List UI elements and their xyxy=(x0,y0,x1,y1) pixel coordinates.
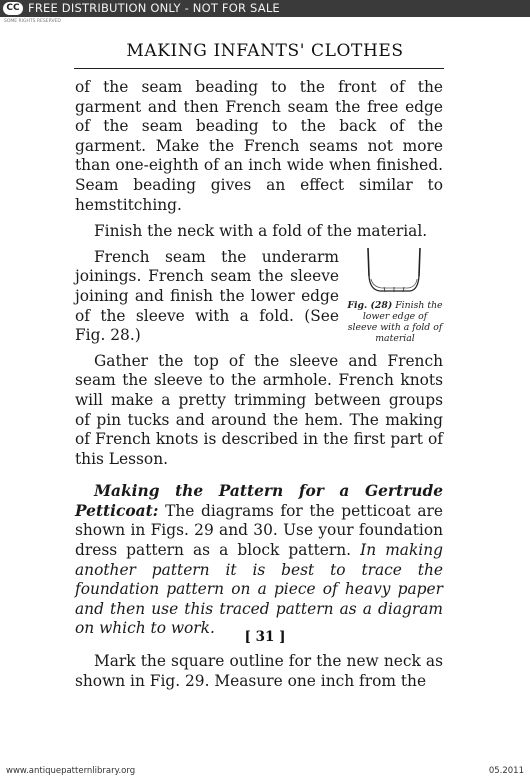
section-paragraph xyxy=(75,482,443,639)
paragraph-underarm: French seam the underarm joinings. French seam the sleeve joining and finish the lower edge of the sleeve with a fold. (See Fig. 28.) xyxy=(75,247,339,345)
paragraph-gather: Gather the top of the sleeve and French seam the sleeve to the armhole. French knots will make a pretty trimming between groups of pin tucks and around the hem. The making of French knots is described in the first part of this Lesson. xyxy=(75,351,443,468)
page-number: [ 31 ] xyxy=(244,629,286,645)
paragraph-continued: of the seam beading to the front of the garment and then French seam the free edge of the seam beading to the back of the garment. Make the French seams not more than one-eighth of an inch wide when finished. Seam beading gives an effect similar to hemstitching. xyxy=(75,78,443,214)
license-text: FREE DISTRIBUTION ONLY - NOT FOR SALE xyxy=(28,1,280,15)
section-italic-text: In making another pattern it is best to trace the foundation pattern on a piece of heavy paper and then use this traced pattern as a diagram on which to work. xyxy=(75,541,443,638)
figure-caption xyxy=(347,300,443,344)
section-text: The diagrams for the petticoat are shown in Figs. 29 and 30. Use your foundation dress pattern as a block pattern. xyxy=(75,501,443,560)
footer-date: 05.2011 xyxy=(488,766,524,776)
creative-commons-icon: CC xyxy=(3,2,23,15)
header-rule xyxy=(74,68,444,69)
license-small-text: SOME RIGHTS RESERVED xyxy=(4,19,61,24)
section-heading: Making the Pattern for a Gertrude Petticoat: xyxy=(75,482,443,520)
figure-caption-text: Finish the lower edge of sleeve with a fold of material xyxy=(347,299,443,344)
running-head: MAKING INFANTS' CLOTHES xyxy=(126,41,404,61)
body-text xyxy=(75,78,443,691)
footer-url: www.antiquepatternlibrary.org xyxy=(6,766,136,776)
paragraph-neck: Finish the neck with a fold of the material. xyxy=(94,222,428,241)
figure-label: Fig. (28) xyxy=(347,299,393,311)
sleeve-fold-illustration xyxy=(360,246,430,296)
license-banner xyxy=(0,0,530,17)
paragraph-square-outline: Mark the square outline for the new neck as shown in Fig. 29. Measure one inch from the xyxy=(75,652,443,690)
figure-28 xyxy=(347,246,443,344)
